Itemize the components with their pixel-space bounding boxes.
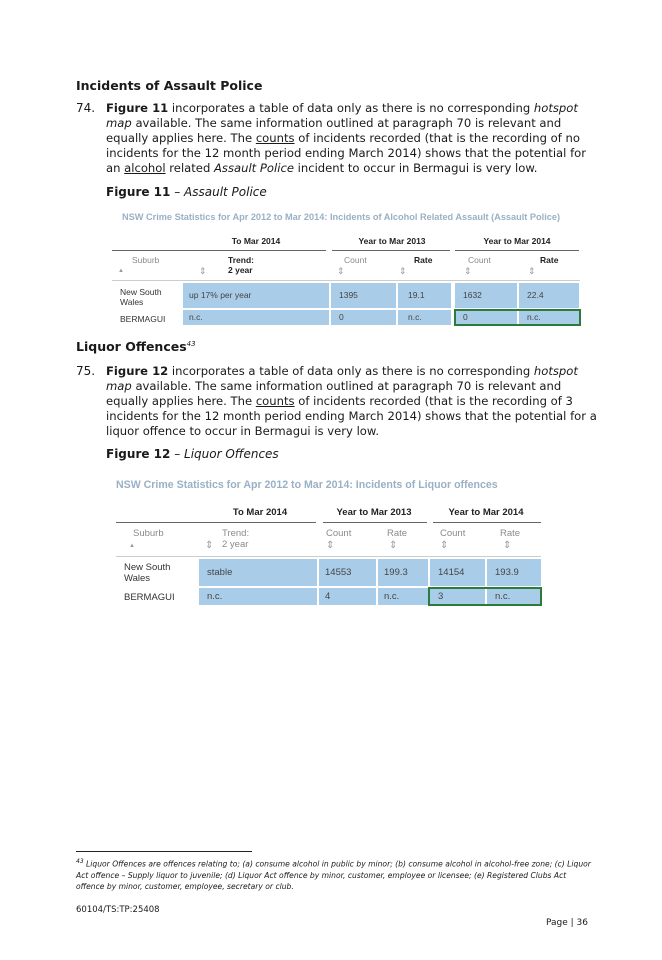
page-number: Page | 36 bbox=[546, 918, 588, 928]
column-header-rate-2013[interactable]: Rate bbox=[414, 255, 433, 265]
table-cell-count: 14154 bbox=[430, 559, 485, 586]
column-header-trend[interactable]: Trend: 2 year bbox=[222, 528, 250, 550]
header-rule bbox=[455, 250, 579, 251]
table-cell-count: 1395 bbox=[331, 283, 396, 308]
footnote-separator bbox=[76, 851, 252, 852]
table-cell-count: 1632 bbox=[455, 283, 517, 308]
sort-icon[interactable]: ⇕ bbox=[337, 266, 345, 276]
figure-reference: Figure 11 bbox=[106, 101, 169, 115]
column-group-header: To Mar 2014 bbox=[231, 236, 281, 246]
table-cell-count: 14553 bbox=[319, 559, 376, 586]
sort-icon[interactable]: ⇕ bbox=[389, 540, 398, 551]
sort-icon[interactable]: ⇕ bbox=[399, 266, 407, 276]
table-cell-trend: n.c. bbox=[183, 310, 329, 325]
table-cell-rate: n.c. bbox=[398, 310, 451, 325]
table-cell-count: 0 bbox=[331, 310, 396, 325]
table-row-suburb: New South Wales bbox=[124, 562, 171, 584]
header-rule bbox=[332, 250, 450, 251]
table-cell-trend: n.c. bbox=[199, 588, 317, 605]
paragraph-number: 74. bbox=[76, 101, 96, 115]
column-header-suburb[interactable]: Suburb bbox=[132, 255, 160, 265]
table-cell-trend: stable bbox=[199, 559, 317, 586]
header-rule bbox=[112, 250, 326, 251]
header-rule bbox=[116, 522, 316, 523]
figure-caption: Figure 12 – Liquor Offences bbox=[106, 447, 279, 461]
sort-icon[interactable]: ⇕ bbox=[440, 540, 449, 551]
column-header-rate-2014[interactable]: Rate bbox=[500, 528, 521, 539]
table-cell-count: 4 bbox=[319, 588, 376, 605]
sort-ascending-icon[interactable]: ▲ bbox=[118, 268, 124, 274]
footnote-number: 43 bbox=[76, 858, 84, 865]
table-cell-rate: n.c. bbox=[378, 588, 428, 605]
header-bottom-rule bbox=[112, 280, 580, 281]
column-group-header: Year to Mar 2014 bbox=[483, 236, 551, 246]
paragraph-74: Figure 11 incorporates a table of data only as there is no corresponding hotspot map available. The same information outlined at paragraph 70 is relevant and equally applies here. The counts of incidents recorded (that is the recording of no incidents for the 12 month period ending March 2014) shows that the potential for an alcohol related Assault Police incident to occur in Bermagui is very low. bbox=[106, 101, 587, 175]
sort-ascending-icon[interactable]: ▲ bbox=[129, 543, 135, 549]
section-heading-assault-police: Incidents of Assault Police bbox=[76, 78, 263, 93]
column-header-suburb[interactable]: Suburb bbox=[133, 528, 164, 539]
figure-reference: Figure 12 bbox=[106, 364, 169, 378]
column-header-count-2014[interactable]: Count bbox=[468, 255, 491, 265]
column-header-rate-2013[interactable]: Rate bbox=[387, 528, 408, 539]
footnote: $^{43}$ Liquor Offences are offences relating to; (a) consume alcohol in public by minor; (b) consume alcohol in alcohol-free zone; (c) Liquor Act offence – Supply liquor to juvenile; (d) Liquor Act offence by minor, customer, employee or licensee; (e) Registered Clubs Act offence by minor, customer, employee, secretary or club. bbox=[76, 858, 591, 891]
table-cell-count: 0 bbox=[455, 310, 517, 325]
column-group-header: Year to Mar 2013 bbox=[336, 507, 412, 518]
table-title: NSW Crime Statistics for Apr 2012 to Mar 2014: Incidents of Liquor offences bbox=[116, 479, 498, 491]
figure-caption: Figure 11 – Assault Police bbox=[106, 185, 267, 199]
document-reference: 60104/TS:TP:25408 bbox=[76, 905, 160, 915]
table-cell-rate: 199.3 bbox=[378, 559, 428, 586]
footnote-marker: 43 bbox=[186, 339, 196, 348]
sort-icon[interactable]: ⇕ bbox=[199, 266, 207, 276]
table-cell-rate: 193.9 bbox=[487, 559, 541, 586]
header-rule bbox=[323, 522, 427, 523]
table-row-suburb: BERMAGUI bbox=[124, 592, 175, 603]
highlight-box bbox=[454, 309, 581, 326]
column-group-header: To Mar 2014 bbox=[232, 507, 288, 518]
section-heading-liquor-offences: Liquor Offences$^{43}$ bbox=[76, 339, 196, 354]
sort-icon[interactable]: ⇕ bbox=[528, 266, 536, 276]
sort-icon[interactable]: ⇕ bbox=[464, 266, 472, 276]
paragraph-number: 75. bbox=[76, 364, 96, 378]
header-bottom-rule bbox=[116, 556, 541, 557]
column-header-rate-2014[interactable]: Rate bbox=[540, 255, 559, 265]
column-header-count-2014[interactable]: Count bbox=[440, 528, 466, 539]
table-cell-rate: 19.1 bbox=[398, 283, 451, 308]
table-cell-count: 3 bbox=[430, 588, 485, 605]
column-header-count-2013[interactable]: Count bbox=[344, 255, 367, 265]
sort-icon[interactable]: ⇕ bbox=[205, 540, 214, 551]
sort-icon[interactable]: ⇕ bbox=[503, 540, 512, 551]
table-title: NSW Crime Statistics for Apr 2012 to Mar 2014: Incidents of Alcohol Related Assault (Assault Police) bbox=[122, 212, 561, 222]
column-group-header: Year to Mar 2013 bbox=[358, 236, 426, 246]
table-row-suburb: New South Wales bbox=[120, 287, 162, 307]
paragraph-75: Figure 12 incorporates a table of data only as there is no corresponding hotspot map available. The same information outlined at paragraph 70 is relevant and equally applies here. The counts of incidents recorded (that is the recording of 3 incidents for the 12 month period ending March 2014) shows that the potential for a liquor offence to occur in Bermagui is very low. bbox=[106, 364, 597, 438]
table-cell-rate: n.c. bbox=[487, 588, 541, 605]
column-header-count-2013[interactable]: Count bbox=[326, 528, 352, 539]
table-cell-rate: 22.4 bbox=[519, 283, 579, 308]
table-cell-trend: up 17% per year bbox=[183, 283, 329, 308]
column-group-header: Year to Mar 2014 bbox=[448, 507, 524, 518]
column-header-trend[interactable]: Trend: 2 year bbox=[228, 255, 254, 275]
header-rule bbox=[433, 522, 541, 523]
highlight-box bbox=[428, 587, 542, 606]
table-row-suburb: BERMAGUI bbox=[120, 314, 166, 324]
sort-icon[interactable]: ⇕ bbox=[326, 540, 335, 551]
table-cell-rate: n.c. bbox=[519, 310, 579, 325]
